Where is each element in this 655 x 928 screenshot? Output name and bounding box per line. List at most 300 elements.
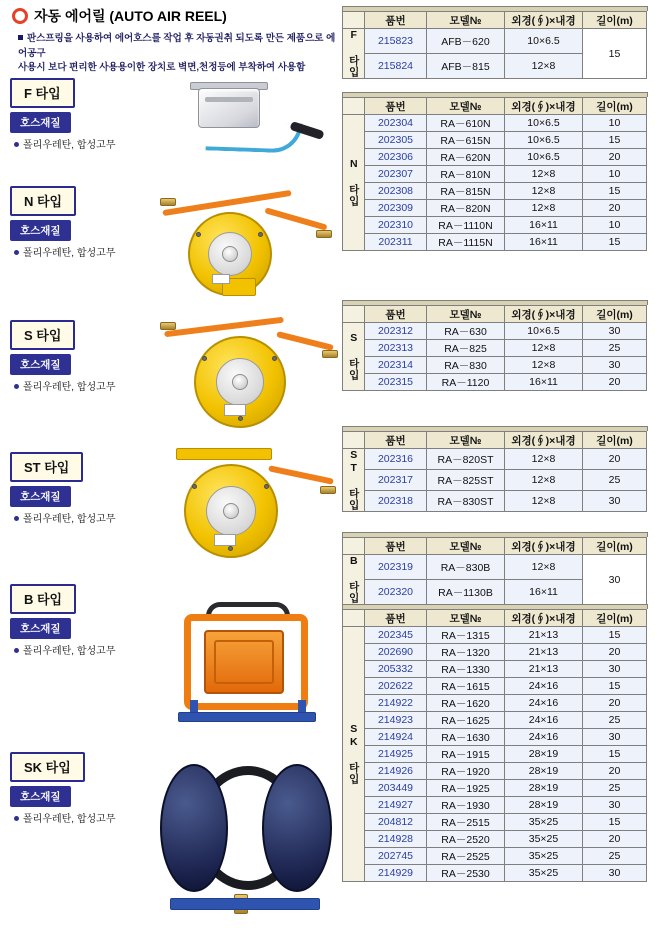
rowhead-st (343, 449, 365, 512)
cell-model: RA－2525 (427, 848, 505, 865)
cell-dim: 28×19 (505, 780, 583, 797)
table-row (343, 678, 647, 695)
cell-dim: 16×11 (505, 217, 583, 234)
s-reel-bolt (272, 356, 277, 361)
cell-dim: 24×16 (505, 729, 583, 746)
type-badge-s: S 타입 (10, 320, 75, 350)
material-text-sk: 폴리우레탄, 합성고무 (23, 814, 116, 825)
rowhead-spacer (343, 432, 365, 449)
cell-code: 215823 (365, 29, 427, 54)
table-row (343, 661, 647, 678)
th-code: 품번 (365, 432, 427, 449)
st-reel-mount (176, 448, 272, 460)
rowhead-f (343, 29, 365, 79)
cell-len: 20 (583, 695, 647, 712)
cell-code: 214926 (365, 763, 427, 780)
cell-dim: 35×25 (505, 865, 583, 882)
cell-code: 214923 (365, 712, 427, 729)
cell-model: RA－1330 (427, 661, 505, 678)
material-label-st: 호스재질 (10, 486, 71, 507)
cell-len: 30 (583, 491, 647, 512)
cell-len: 30 (583, 323, 647, 340)
rowhead-b-text: B 타입 (347, 555, 360, 604)
rowhead-spacer (343, 610, 365, 627)
table-row-header (343, 538, 647, 555)
cell-model: RA－2530 (427, 865, 505, 882)
cell-dim: 28×19 (505, 763, 583, 780)
material-value-f (14, 136, 116, 151)
cell-code: 202317 (365, 470, 427, 491)
cell-model: RA－1615 (427, 678, 505, 695)
table-row (343, 814, 647, 831)
table-row (343, 149, 647, 166)
th-dim: 외경(∮)×내경 (505, 610, 583, 627)
cell-model: RA－1620 (427, 695, 505, 712)
cell-dim: 28×19 (505, 797, 583, 814)
b-reel-drum (204, 630, 284, 694)
cell-len: 20 (583, 449, 647, 470)
cell-code: 214927 (365, 797, 427, 814)
table-row (343, 797, 647, 814)
cell-model: RA－2520 (427, 831, 505, 848)
table-row (343, 780, 647, 797)
table-s-wrapper (342, 300, 648, 391)
cell-code: 202311 (365, 234, 427, 251)
th-dim: 외경(∮)×내경 (505, 306, 583, 323)
rowhead-spacer (343, 98, 365, 115)
cell-code: 202318 (365, 491, 427, 512)
table-row-header (343, 306, 647, 323)
table-row (343, 644, 647, 661)
cell-model: RA－1120 (427, 374, 505, 391)
n-reel-label (212, 274, 230, 284)
table-row (343, 183, 647, 200)
table-n (342, 97, 647, 251)
cell-len: 20 (583, 200, 647, 217)
dot-bullet-icon (14, 142, 19, 147)
cell-len: 25 (583, 340, 647, 357)
table-row-header (343, 12, 647, 29)
rowhead-spacer (343, 12, 365, 29)
th-len: 길이(m) (583, 538, 647, 555)
cell-code: 202310 (365, 217, 427, 234)
cell-code: 214928 (365, 831, 427, 848)
st-reel-hub (223, 503, 239, 519)
cell-model: RA－825ST (427, 470, 505, 491)
table-f (342, 11, 647, 79)
material-label-n: 호스재질 (10, 220, 71, 241)
cell-len: 10 (583, 166, 647, 183)
cell-dim: 21×13 (505, 661, 583, 678)
header-description (18, 32, 336, 76)
table-row (343, 234, 647, 251)
cell-dim: 12×8 (505, 166, 583, 183)
red-ring-icon (12, 8, 28, 24)
cell-code: 202309 (365, 200, 427, 217)
cell-dim: 35×25 (505, 814, 583, 831)
material-text-s: 폴리우레탄, 합성고무 (23, 382, 116, 393)
cell-dim: 16×11 (505, 580, 583, 605)
th-model: 모델№ (427, 12, 505, 29)
s-reel-hub (232, 374, 248, 390)
cell-dim: 12×8 (505, 555, 583, 580)
th-code: 품번 (365, 610, 427, 627)
rowhead-spacer (343, 538, 365, 555)
table-row-header (343, 98, 647, 115)
th-len: 길이(m) (583, 432, 647, 449)
cell-model: RA－1110N (427, 217, 505, 234)
material-label-f: 호스재질 (10, 112, 71, 133)
th-code: 품번 (365, 12, 427, 29)
table-row (343, 29, 647, 54)
dot-bullet-icon (14, 516, 19, 521)
table-b (342, 537, 647, 605)
cell-dim: 35×25 (505, 848, 583, 865)
th-dim: 외경(∮)×내경 (505, 12, 583, 29)
cell-dim: 12×8 (505, 491, 583, 512)
n-reel-hub (222, 246, 238, 262)
cell-len: 25 (583, 712, 647, 729)
th-dim: 외경(∮)×내경 (505, 432, 583, 449)
cell-code: 202313 (365, 340, 427, 357)
th-model: 모델№ (427, 432, 505, 449)
cell-model: RA－830B (427, 555, 505, 580)
cell-len: 10 (583, 115, 647, 132)
cell-model: RA－1115N (427, 234, 505, 251)
s-reel-bolt (238, 416, 243, 421)
rowhead-n (343, 115, 365, 251)
cell-model: RA－615N (427, 132, 505, 149)
table-row (343, 763, 647, 780)
material-label-b: 호스재질 (10, 618, 71, 639)
cell-dim: 28×19 (505, 746, 583, 763)
cell-model: RA－820ST (427, 449, 505, 470)
cell-code: 202304 (365, 115, 427, 132)
cell-len: 30 (583, 729, 647, 746)
s-reel-label (224, 404, 246, 416)
f-type-air-reel-photo (178, 82, 328, 154)
material-value-n (14, 244, 116, 259)
cell-model: AFB－620 (427, 29, 505, 54)
cell-dim: 10×6.5 (505, 132, 583, 149)
th-code: 품번 (365, 98, 427, 115)
rowhead-sk-text: SK 타입 (347, 723, 360, 785)
sk-reel-base (170, 898, 320, 910)
table-row (343, 712, 647, 729)
table-sk (342, 609, 647, 882)
cell-code: 202306 (365, 149, 427, 166)
cell-dim: 16×11 (505, 234, 583, 251)
cell-len: 15 (583, 746, 647, 763)
dot-bullet-icon (14, 648, 19, 653)
cell-model: RA－825 (427, 340, 505, 357)
cell-code: 214922 (365, 695, 427, 712)
cell-code: 202314 (365, 357, 427, 374)
cell-len: 15 (583, 678, 647, 695)
n-reel-bolt (258, 232, 263, 237)
cell-code: 202305 (365, 132, 427, 149)
table-row (343, 865, 647, 882)
material-text-b: 폴리우레탄, 합성고무 (23, 646, 116, 657)
n-type-air-reel-photo (160, 186, 336, 296)
type-badge-st: ST 타입 (10, 452, 83, 482)
cell-model: RA－1320 (427, 644, 505, 661)
cell-len: 15 (583, 183, 647, 200)
cell-model: RA－1630 (427, 729, 505, 746)
table-row (343, 115, 647, 132)
cell-code: 202319 (365, 555, 427, 580)
b-reel-base (178, 712, 316, 722)
cell-dim: 10×6.5 (505, 29, 583, 54)
st-reel-bolt (192, 484, 197, 489)
cell-len: 20 (583, 644, 647, 661)
th-dim: 외경(∮)×내경 (505, 98, 583, 115)
rowhead-n-text: N 타입 (347, 158, 360, 207)
material-value-b (14, 642, 116, 657)
th-model: 모델№ (427, 98, 505, 115)
n-reel-fitting (160, 198, 176, 206)
header-desc-line-1: 판스프링을 사용하여 에어호스를 작업 후 자동권취 되도록 만든 제품으로 에어공구 (18, 33, 336, 59)
rowhead-f-text: F 타입 (347, 29, 360, 78)
s-reel-bolt (202, 356, 207, 361)
cell-code: 214925 (365, 746, 427, 763)
cell-dim: 16×11 (505, 374, 583, 391)
cell-code: 202307 (365, 166, 427, 183)
table-row (343, 848, 647, 865)
cell-dim: 10×6.5 (505, 323, 583, 340)
table-row (343, 831, 647, 848)
cell-dim: 10×6.5 (505, 149, 583, 166)
n-reel-hose-out (264, 207, 327, 230)
cell-dim: 10×6.5 (505, 115, 583, 132)
material-text-st: 폴리우레탄, 합성고무 (23, 514, 116, 525)
table-row (343, 166, 647, 183)
cell-len: 15 (583, 29, 647, 79)
cell-len: 20 (583, 374, 647, 391)
th-code: 품번 (365, 538, 427, 555)
table-row (343, 470, 647, 491)
cell-code: 202745 (365, 848, 427, 865)
th-dim: 외경(∮)×내경 (505, 538, 583, 555)
cell-dim: 24×16 (505, 695, 583, 712)
cell-dim: 12×8 (505, 357, 583, 374)
table-st (342, 431, 647, 512)
st-reel-bolt (264, 484, 269, 489)
cell-dim: 12×8 (505, 200, 583, 217)
cell-len: 15 (583, 234, 647, 251)
cell-len: 10 (583, 217, 647, 234)
cell-len: 25 (583, 848, 647, 865)
cell-code: 202622 (365, 678, 427, 695)
table-row (343, 340, 647, 357)
cell-dim: 12×8 (505, 340, 583, 357)
square-bullet-icon (18, 35, 23, 40)
th-len: 길이(m) (583, 98, 647, 115)
cell-code: 203449 (365, 780, 427, 797)
cell-model: RA－1315 (427, 627, 505, 644)
n-reel-nozzle (316, 230, 332, 238)
rowhead-sk (343, 627, 365, 882)
cell-len: 30 (583, 661, 647, 678)
cell-model: RA－620N (427, 149, 505, 166)
st-type-air-reel-photo (156, 442, 340, 558)
material-value-st (14, 510, 116, 525)
cell-model: RA－1915 (427, 746, 505, 763)
cell-model: RA－830 (427, 357, 505, 374)
table-st-wrapper (342, 426, 648, 512)
type-badge-sk: SK 타입 (10, 752, 85, 782)
th-len: 길이(m) (583, 12, 647, 29)
type-badge-n: N 타입 (10, 186, 76, 216)
cell-code: 202312 (365, 323, 427, 340)
rowhead-s-text: S 타입 (347, 332, 360, 381)
sk-reel-left-flange (160, 764, 228, 892)
cell-code: 214929 (365, 865, 427, 882)
type-badge-b: B 타입 (10, 584, 76, 614)
th-model: 모델№ (427, 538, 505, 555)
cell-model: RA－610N (427, 115, 505, 132)
dot-bullet-icon (14, 816, 19, 821)
cell-code: 205332 (365, 661, 427, 678)
table-row-header (343, 432, 647, 449)
f-reel-hose (206, 120, 303, 153)
cell-model: AFB－815 (427, 54, 505, 79)
page-title: 자동 에어릴 (AUTO AIR REEL) (34, 8, 227, 24)
table-row (343, 695, 647, 712)
cell-len: 30 (583, 555, 647, 605)
header-desc-line-2: 사용시 보다 편리한 사용용이한 장치로 벽면,천정등에 부착하여 사용함 (18, 62, 306, 74)
table-s (342, 305, 647, 391)
b-type-air-reel-photo (168, 600, 328, 732)
th-len: 길이(m) (583, 610, 647, 627)
table-row-header (343, 610, 647, 627)
cell-code: 204812 (365, 814, 427, 831)
cell-model: RA－810N (427, 166, 505, 183)
cell-code: 202316 (365, 449, 427, 470)
table-row (343, 323, 647, 340)
rowhead-b (343, 555, 365, 605)
material-label-sk: 호스재질 (10, 786, 71, 807)
th-model: 모델№ (427, 610, 505, 627)
table-row (343, 374, 647, 391)
table-row (343, 746, 647, 763)
cell-code: 214924 (365, 729, 427, 746)
s-reel-nozzle (322, 350, 338, 358)
cell-model: RA－1130B (427, 580, 505, 605)
th-model: 모델№ (427, 306, 505, 323)
cell-dim: 35×25 (505, 831, 583, 848)
table-row (343, 729, 647, 746)
cell-len: 25 (583, 780, 647, 797)
table-row (343, 627, 647, 644)
table-row (343, 200, 647, 217)
cell-dim: 24×16 (505, 712, 583, 729)
rowhead-st-text: ST 타입 (347, 449, 360, 511)
material-text-f: 폴리우레탄, 합성고무 (23, 140, 116, 151)
cell-len: 15 (583, 627, 647, 644)
rowhead-s (343, 323, 365, 391)
dot-bullet-icon (14, 250, 19, 255)
cell-model: RA－815N (427, 183, 505, 200)
cell-len: 30 (583, 865, 647, 882)
table-n-wrapper (342, 92, 648, 251)
cell-code: 215824 (365, 54, 427, 79)
cell-dim: 12×8 (505, 54, 583, 79)
table-row (343, 491, 647, 512)
cell-len: 15 (583, 132, 647, 149)
table-row (343, 449, 647, 470)
cell-len: 15 (583, 814, 647, 831)
cell-model: RA－820N (427, 200, 505, 217)
st-reel-hose-out (268, 465, 334, 485)
table-sk-wrapper (342, 604, 648, 882)
cell-code: 202690 (365, 644, 427, 661)
cell-len: 20 (583, 831, 647, 848)
cell-model: RA－1925 (427, 780, 505, 797)
material-label-s: 호스재질 (10, 354, 71, 375)
s-reel-hose-lead (164, 317, 284, 338)
cell-len: 20 (583, 763, 647, 780)
cell-dim: 24×16 (505, 678, 583, 695)
material-text-n: 폴리우레탄, 합성고무 (23, 248, 116, 259)
cell-dim: 12×8 (505, 470, 583, 491)
th-len: 길이(m) (583, 306, 647, 323)
cell-len: 30 (583, 797, 647, 814)
sk-type-air-reel-photo (150, 748, 342, 918)
cell-model: RA－1625 (427, 712, 505, 729)
cell-len: 25 (583, 470, 647, 491)
cell-model: RA－2515 (427, 814, 505, 831)
s-reel-hose-out (276, 331, 334, 351)
table-row (343, 555, 647, 580)
sk-reel-right-flange (262, 764, 332, 892)
cell-code: 202345 (365, 627, 427, 644)
st-reel-bolt (228, 546, 233, 551)
material-value-s (14, 378, 116, 393)
cell-code: 202320 (365, 580, 427, 605)
cell-dim: 21×13 (505, 627, 583, 644)
type-badge-f: F 타입 (10, 78, 75, 108)
s-reel-fitting (160, 322, 176, 330)
cell-len: 20 (583, 149, 647, 166)
title-row (12, 6, 227, 26)
cell-model: RA－1920 (427, 763, 505, 780)
cell-dim: 12×8 (505, 183, 583, 200)
table-row (343, 357, 647, 374)
cell-model: RA－830ST (427, 491, 505, 512)
cell-len: 30 (583, 357, 647, 374)
n-reel-bolt (196, 232, 201, 237)
table-f-wrapper (342, 6, 648, 79)
page-header (0, 0, 340, 74)
st-reel-nozzle (320, 486, 336, 494)
cell-model: RA－1930 (427, 797, 505, 814)
cell-model: RA－630 (427, 323, 505, 340)
cell-code: 202308 (365, 183, 427, 200)
table-row (343, 132, 647, 149)
th-code: 품번 (365, 306, 427, 323)
table-row (343, 217, 647, 234)
material-value-sk (14, 810, 116, 825)
dot-bullet-icon (14, 384, 19, 389)
rowhead-spacer (343, 306, 365, 323)
table-b-wrapper (342, 532, 648, 605)
cell-dim: 21×13 (505, 644, 583, 661)
cell-code: 202315 (365, 374, 427, 391)
cell-dim: 12×8 (505, 449, 583, 470)
st-reel-label (214, 534, 236, 546)
s-type-air-reel-photo (158, 312, 338, 424)
